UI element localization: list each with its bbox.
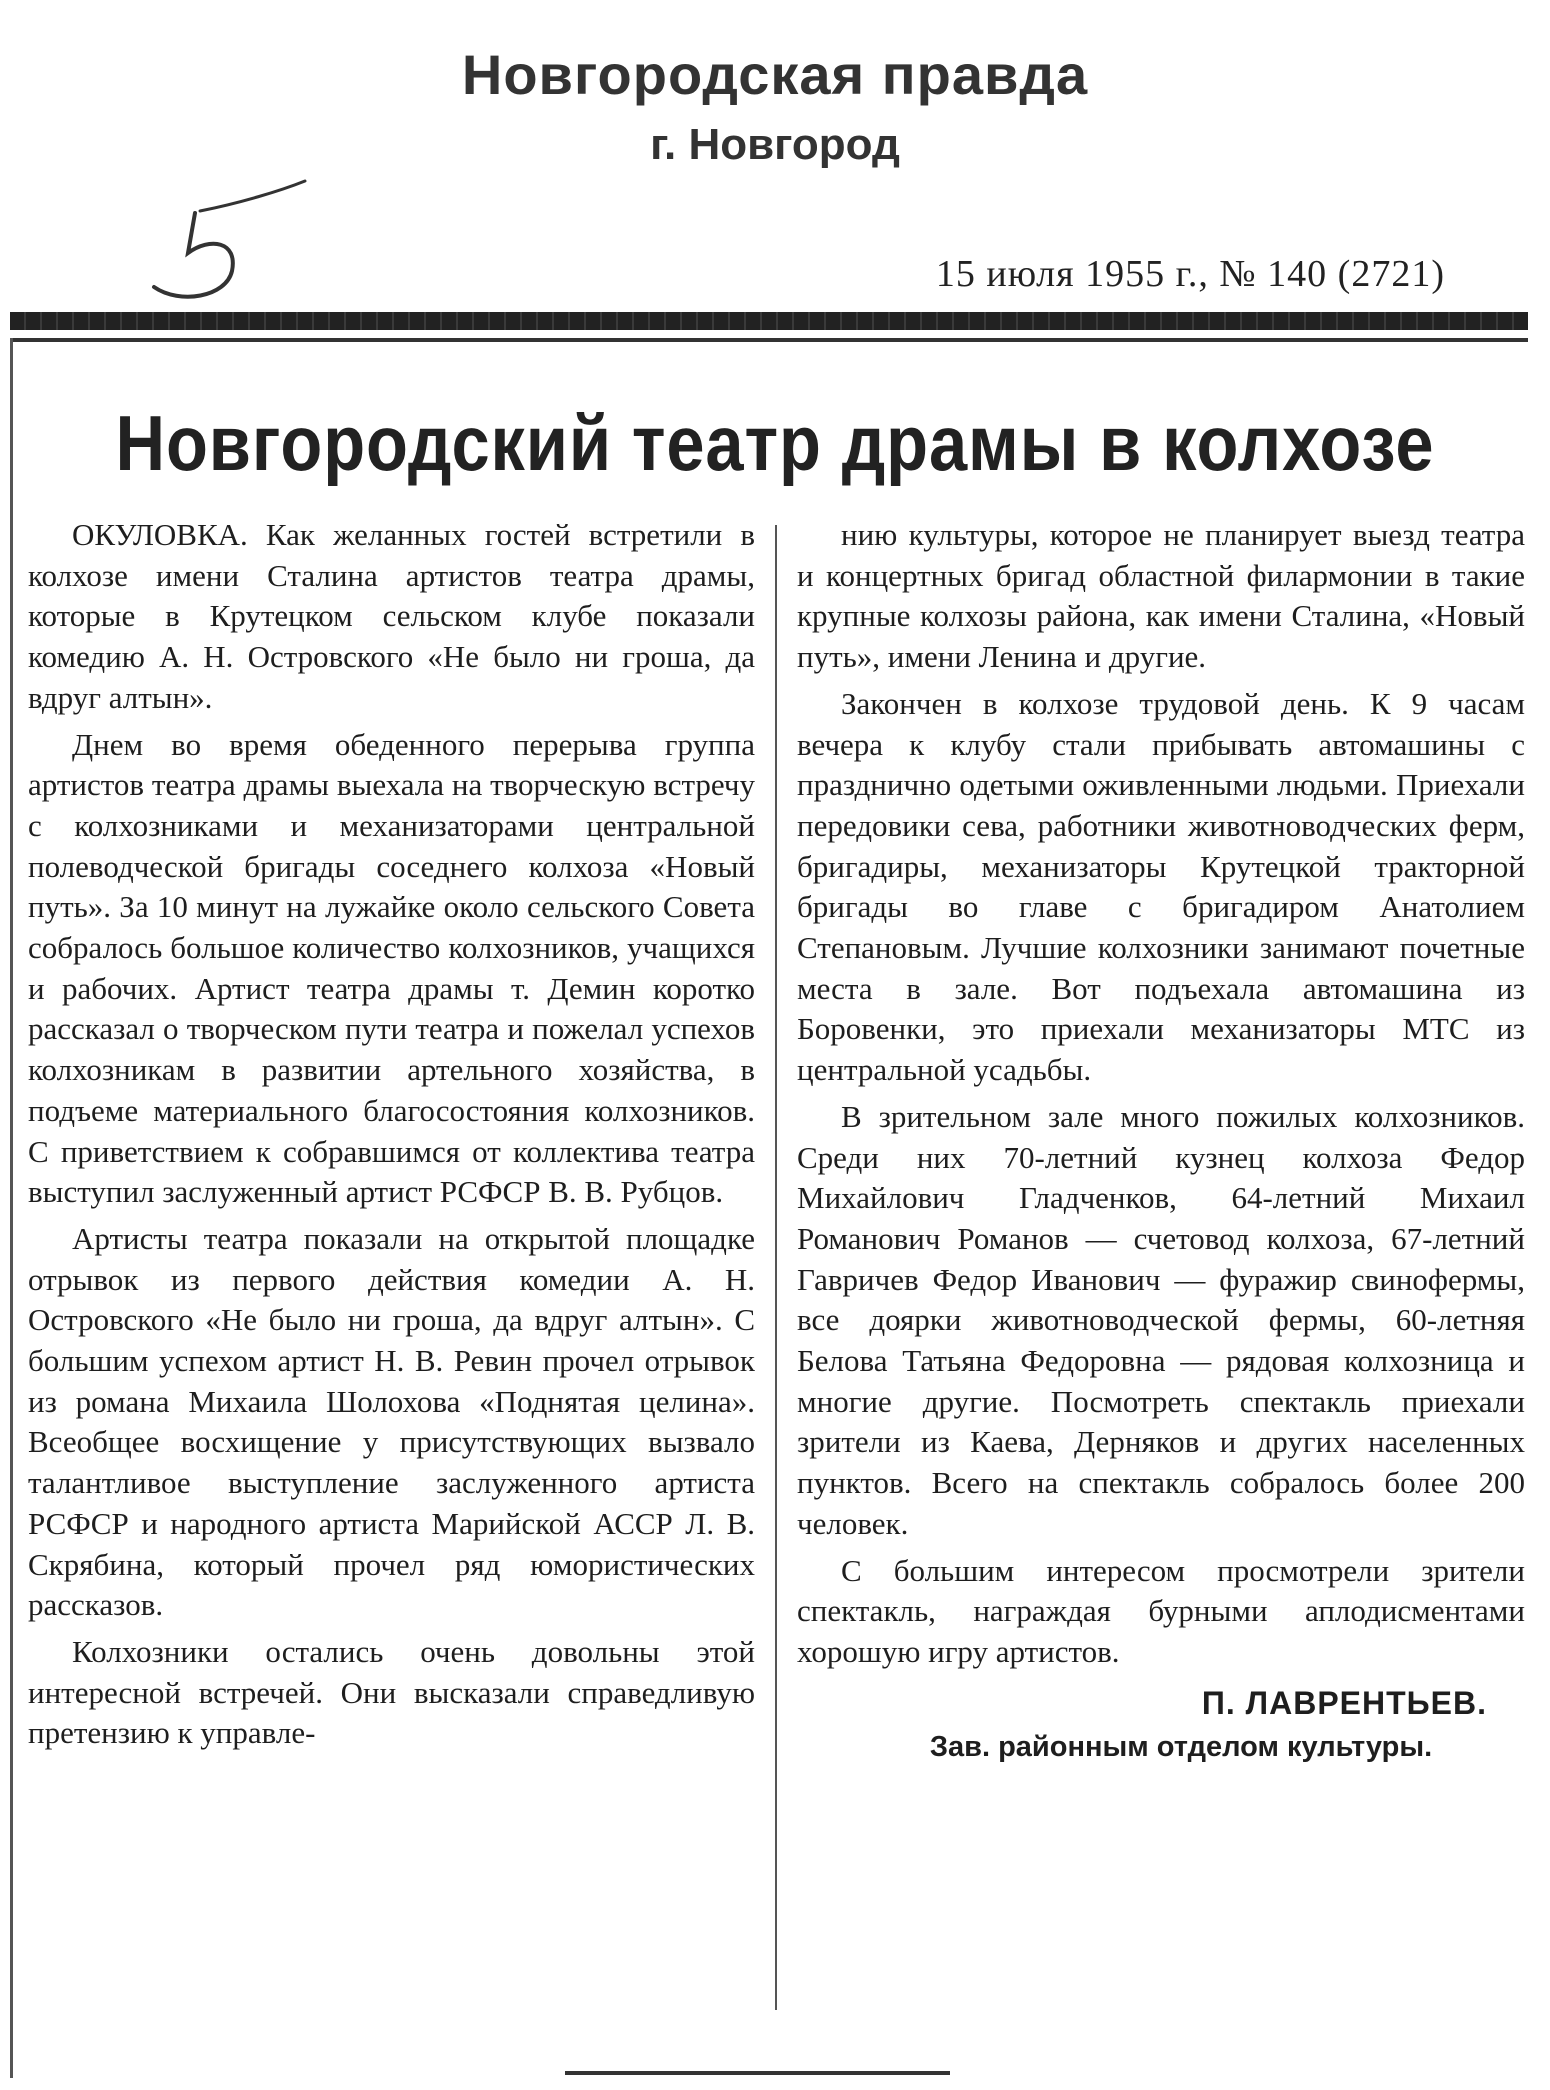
article-headline: Новгородский театр драмы в колхозе — [115, 399, 1435, 487]
paragraph: Закончен в колхозе трудовой день. К 9 часам вечера к клубу стали прибывать автомашины с празднично одетыми оживленными людьми. Приехали передовики сева, работники животноводческих ферм, бригадиры, механизаторы Крутецкой тракторной бригады во главе с бригадиром Анатолием Степановым. Лучшие колхозники занимают почетные места в зале. Вот подъехала автомашина из Боровенки, это приехали механизаторы МТС из центральной усадьбы. — [797, 685, 1525, 1088]
newspaper-name: Новгородская правда — [461, 43, 1089, 106]
article-column-left — [28, 515, 755, 1760]
paragraph: В зрительном зале много пожилых колхозников. Среди них 70-летний кузнец колхоза Федор Михайлович Гладченков, 64-летний Михаил Романович Романов — счетовод колхоза, 67-летний Гавричев Федор Иванович — фуражир свинофермы, все доярки животноводческой фермы, 60-летняя Белова Татьяна Федоровна — рядовая колхозница и многие другие. Посмотреть спектакль приехали зрители из Каева, Дерняков и других населенных пунктов. Всего на спектакль собралось более 200 человек. — [797, 1098, 1525, 1541]
newspaper-city: г. Новгород — [650, 120, 900, 169]
header-rule-thick — [10, 312, 1528, 330]
issue-date-line: 15 июля 1955 г., № 140 (2721) — [935, 253, 1445, 295]
bottom-rule — [565, 2071, 950, 2075]
paragraph: С большим интересом просмотрели зрители спектакль, награждая бурными аплодисментами хорошую игру артистов. — [797, 1552, 1525, 1669]
author-name: П. ЛАВРЕНТЬЕВ. — [1201, 1684, 1487, 1721]
paragraph: нию культуры, которое не планирует выезд театра и концертных бригад областной филармонии в такие крупные колхозы района, как имени Сталина, «Новый путь», имени Ленина и другие. — [797, 517, 1525, 675]
paragraph: Днем во время обеденного перерыва группа артистов театра драмы выехала на творческую встречу с колхозниками и механизаторами центральной полеводческой бригады соседнего колхоза «Новый путь». За 10 минут на лужайке около сельского Совета собралось большое количество колхозников, учащихся и рабочих. Артист театра драмы т. Демин коротко рассказал о творческом пути театра и пожелал успехов колхозникам в развитии артельного хозяйства, в подъеме материального благосостояния колхозников. С приветствием к собравшимся от коллектива театра выступил заслуженный артист РСФСР В. В. Рубцов. — [28, 726, 755, 1210]
author-title: Зав. районным отделом культуры. — [929, 1731, 1433, 1764]
handwritten-mark-icon — [140, 175, 320, 315]
paragraph: ОКУЛОВКА. Как желанных гостей встретили в колхозе имени Сталина артистов театра драмы, которые в Крутецком сельском клубе показали комедию А. Н. Островского «Не было ни гроша, да вдруг алтын». — [28, 517, 755, 715]
paragraph: Колхозники остались очень довольны этой интересной встречей. Они высказали справедливую претензию к управле- — [28, 1633, 755, 1751]
column-divider — [775, 525, 777, 2010]
paragraph: Артисты театра показали на открытой площадке отрывок из первого действия комедии А. Н. Островского «Не было ни гроша, да вдруг алтын». С большим успехом артист Н. В. Ревин прочел отрывок из романа Михаила Шолохова «Поднятая целина». Всеобщее восхищение у присутствующих вызвало талантливое выступление заслуженного артиста РСФСР и народного артиста Марийской АССР Л. В. Скрябина, который прочел ряд юмористических рассказов. — [28, 1220, 755, 1623]
article-column-right — [797, 515, 1525, 1768]
header-rule-thin — [10, 338, 1528, 342]
clipping-left-border — [10, 338, 13, 2078]
